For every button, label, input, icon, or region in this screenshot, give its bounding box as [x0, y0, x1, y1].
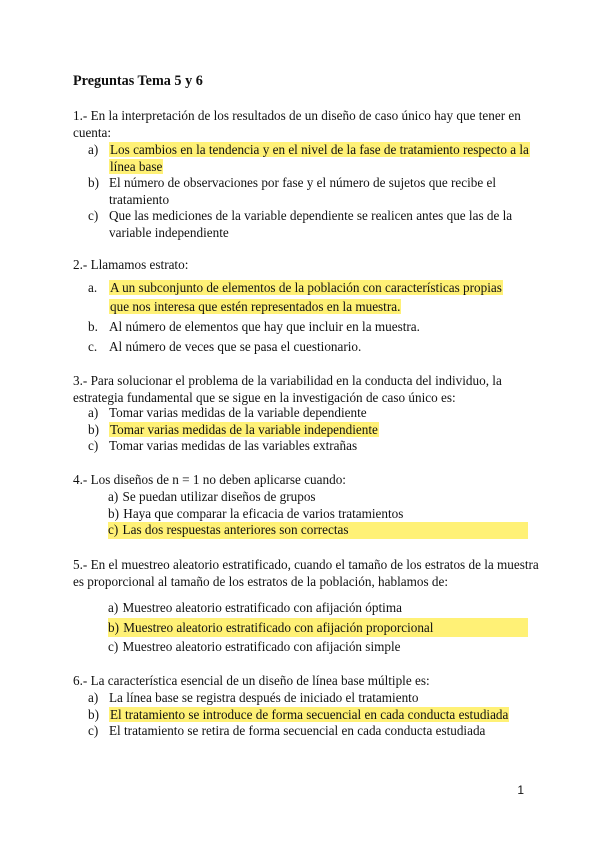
question-1-text: 1.- En la interpretación de los resultados de un diseño de caso único hay que tener en cuenta:: [73, 108, 521, 140]
option: c) El tratamiento se retira de forma secuencial en cada conducta estudiada: [88, 723, 486, 738]
option: b) El tratamiento se introduce de forma secuencial en cada conducta estudiada: [88, 706, 509, 722]
question-2-options: [88, 278, 508, 356]
option-text: Los cambios en la tendencia y en el nivel de la fase de tratamiento respecto a la línea base: [110, 142, 529, 174]
option-text: Muestreo aleatorio estratificado con afijación óptima: [122, 600, 402, 615]
option-text: Al número de elementos que hay que incluir en la muestra.: [109, 319, 420, 334]
option: a) La línea base se registra después de iniciado el tratamiento: [88, 690, 419, 705]
page-title: Preguntas Tema 5 y 6: [73, 73, 203, 89]
question-5-text: 5.- En el muestreo aleatorio estratificado, cuando el tamaño de los estratos de la muestra es proporcional al tamaño de los estratos de la población, hablamos de:: [73, 557, 539, 589]
option: a. A un subconjunto de elementos de la población con características propias que nos interesa que estén representados en la muestra.: [88, 280, 502, 314]
option: a) Tomar varias medidas de la variable dependiente: [88, 405, 367, 420]
question-1-options: [88, 142, 536, 241]
question-3-options: [88, 405, 536, 455]
question-2-text: 2.- Llamamos estrato:: [73, 257, 189, 272]
option-text: El tratamiento se retira de forma secuencial en cada conducta estudiada: [109, 723, 486, 738]
option-text: Las dos respuestas anteriores son correctas: [122, 522, 349, 537]
option-text: Tomar varias medidas de la variable independiente: [110, 421, 378, 437]
option: b) Tomar varias medidas de la variable independiente: [88, 421, 378, 437]
option: c. Al número de veces que se pasa el cuestionario.: [88, 339, 362, 354]
page-number: 1: [517, 783, 524, 797]
option-text: Haya que comparar la eficacia de varios tratamientos: [123, 505, 404, 521]
option-text: Que las mediciones de la variable dependiente se realicen antes que las de la variable independiente: [109, 208, 513, 240]
option-text: El tratamiento se introduce de forma secuencial en cada conducta estudiada: [110, 706, 509, 722]
option-text: La línea base se registra después de iniciado el tratamiento: [109, 690, 419, 705]
option-text: Muestreo aleatorio estratificado con afijación simple: [122, 639, 401, 654]
option: c) Las dos respuestas anteriores son correctas: [108, 522, 528, 539]
question-6-options: [88, 690, 536, 740]
option-text: Tomar varias medidas de la variable dependiente: [109, 405, 367, 420]
question-6-text: 6.- La característica esencial de un diseño de línea base múltiple es:: [73, 673, 430, 688]
question-5-options: [108, 598, 528, 657]
option-text: A un subconjunto de elementos de la población con características propias que nos interesa que estén representados en la muestra.: [110, 280, 502, 314]
option-text: El número de observaciones por fase y el número de sujetos que recibe el tratamiento: [109, 175, 497, 207]
option: c) Tomar varias medidas de las variables extrañas: [88, 438, 358, 453]
option-text: Al número de veces que se pasa el cuestionario.: [109, 339, 362, 354]
option-text: Tomar varias medidas de las variables extrañas: [109, 438, 358, 453]
option: b) Haya que comparar la eficacia de varios tratamientos: [108, 505, 404, 521]
question-4-text: 4.- Los diseños de n = 1 no deben aplicarse cuando:: [73, 472, 346, 487]
question-3-text: 3.- Para solucionar el problema de la variabilidad en la conducta del individuo, la estrategia fundamental que se sigue en la investigación de caso único es:: [73, 373, 502, 405]
option: a) Los cambios en la tendencia y en el nivel de la fase de tratamiento respecto a la línea base: [88, 142, 529, 174]
option: b) El número de observaciones por fase y el número de sujetos que recibe el tratamiento: [88, 175, 497, 207]
option-text: Se puedan utilizar diseños de grupos: [122, 489, 316, 504]
option: a) Se puedan utilizar diseños de grupos: [108, 489, 316, 504]
question-4-options: [108, 489, 528, 539]
option: a) Muestreo aleatorio estratificado con afijación óptima: [108, 600, 402, 615]
option-text: Muestreo aleatorio estratificado con afijación proporcional: [123, 619, 434, 635]
option: c) Muestreo aleatorio estratificado con afijación simple: [108, 639, 401, 654]
option: b. Al número de elementos que hay que incluir en la muestra.: [88, 319, 420, 334]
option: b) Muestreo aleatorio estratificado con afijación proporcional: [108, 618, 528, 638]
option: c) Que las mediciones de la variable dependiente se realicen antes que las de la variable independiente: [88, 208, 513, 240]
